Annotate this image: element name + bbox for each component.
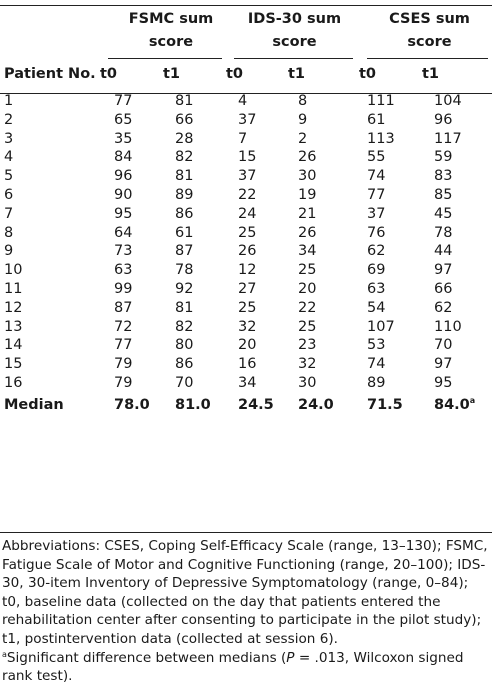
- fsmc-t1-cell: 70: [175, 374, 194, 391]
- group-underline: [234, 58, 353, 59]
- fsmc-t0-cell: 63: [114, 262, 133, 279]
- fsmc-t1-cell: 28: [175, 130, 194, 147]
- cses-t1-cell: 70: [434, 337, 453, 354]
- sub-header-cses-t1: t1: [422, 66, 440, 82]
- group-header-row: [0, 8, 492, 60]
- fsmc-t1-cell: 81: [175, 93, 194, 109]
- fsmc-t0-cell: 77: [114, 93, 133, 109]
- fsmc-t0-cell: 90: [114, 186, 133, 203]
- cses-t0-cell: 63: [367, 280, 386, 297]
- patient-id: 4: [4, 149, 14, 166]
- fsmc-t0-cell: 65: [114, 111, 133, 128]
- table-row: [0, 224, 492, 243]
- cses-t0-cell: 54: [367, 299, 386, 316]
- fsmc-t0-cell: 35: [114, 130, 133, 147]
- fsmc-t1-cell: 89: [175, 186, 194, 203]
- fsmc-t1-cell: 82: [175, 318, 194, 335]
- ids30-t0-cell: 25: [238, 299, 257, 316]
- ids30-t0-cell: 32: [238, 318, 257, 335]
- top-rule: [0, 5, 492, 6]
- ids30-t1-cell: 19: [298, 186, 317, 203]
- patient-id: 3: [4, 130, 14, 147]
- ids30-t0-cell: 7: [238, 130, 248, 147]
- patient-id: 5: [4, 168, 14, 185]
- cses-t0-cell: 111: [367, 93, 395, 109]
- cses-t0-cell: 74: [367, 168, 386, 185]
- ids30-t1-cell: 22: [298, 299, 317, 316]
- ids30-t1-cell: 32: [298, 356, 317, 373]
- fsmc-t1-cell: 80: [175, 337, 194, 354]
- table-row: [0, 111, 492, 130]
- cses-t1-cell: 110: [434, 318, 462, 335]
- patient-id: 1: [4, 93, 14, 109]
- group-header-ids30-line1: IDS-30 sum: [247, 11, 342, 27]
- table-row: [0, 242, 492, 261]
- note-text-after: = .013, Wilcoxon signed rank test).: [2, 649, 464, 685]
- ids30-t1-cell: 30: [298, 168, 317, 185]
- cses-t0-cell: 76: [367, 224, 386, 241]
- cses-t0-cell: 61: [367, 111, 386, 128]
- sub-header-cses-t0: t0: [359, 66, 377, 82]
- abbreviations-note: Abbreviations: CSES, Coping Self-Efficacy Scale (range, 13–130); FSMC, Fatigue Scale of Motor and Cognitive Functioning (range, 20–100); IDS-30, 30-item Inventory of Depressive Symptomatology (range, 0–84); t0, baseline data (collected on the day that patients entered the rehabilitation center after consenting to participate in the pilot study); t1, postintervention data (collected at session 6).: [2, 538, 488, 647]
- patient-id: 13: [4, 318, 23, 335]
- patient-id: 6: [4, 186, 14, 203]
- cses-t0-cell: 74: [367, 356, 386, 373]
- group-header-fsmc-line2: score: [148, 34, 194, 50]
- fsmc-t1-cell: 86: [175, 356, 194, 373]
- cses-t0-cell: 69: [367, 262, 386, 279]
- table-row: [0, 336, 492, 355]
- ids30-t0-cell: 24: [238, 205, 257, 222]
- table-row: [0, 261, 492, 280]
- fsmc-t0-cell: 64: [114, 224, 133, 241]
- note-text-before: Significant difference between medians (: [6, 649, 287, 666]
- fsmc-t1-cell: 87: [175, 243, 194, 260]
- sub-header-fsmc-t0: t0: [100, 66, 118, 82]
- ids30-t1-cell: 21: [298, 205, 317, 222]
- patient-id: 11: [4, 280, 23, 297]
- median-cses-t1: 84.0: [434, 396, 470, 413]
- cses-t0-cell: 55: [367, 149, 386, 166]
- group-header-fsmc: [100, 8, 226, 60]
- corner-cell: [0, 8, 100, 60]
- cses-t1-cell: 85: [434, 186, 453, 203]
- ids30-t1-cell: 2: [298, 130, 308, 147]
- table-row: [0, 374, 492, 393]
- ids30-t0-cell: 12: [238, 262, 257, 279]
- results-table: [0, 8, 492, 417]
- table-row: [0, 299, 492, 318]
- cses-t0-cell: 89: [367, 374, 386, 391]
- ids30-t1-cell: 26: [298, 149, 317, 166]
- table-row: [0, 88, 492, 111]
- patient-id: 16: [4, 374, 23, 391]
- group-header-cses: [359, 8, 492, 60]
- table-row: [0, 130, 492, 149]
- cses-t1-cell: 117: [434, 130, 462, 147]
- cses-t0-cell: 53: [367, 337, 386, 354]
- ids30-t0-cell: 26: [238, 243, 257, 260]
- ids30-t1-cell: 25: [298, 318, 317, 335]
- ids30-t0-cell: 34: [238, 374, 257, 391]
- patient-id: 7: [4, 205, 14, 222]
- fsmc-t0-cell: 99: [114, 280, 133, 297]
- ids30-t1-cell: 20: [298, 280, 317, 297]
- ids30-t0-cell: 16: [238, 356, 257, 373]
- ids30-t1-cell: 30: [298, 374, 317, 391]
- fsmc-t0-cell: 87: [114, 299, 133, 316]
- fsmc-t1-cell: 61: [175, 224, 194, 241]
- cses-t1-cell: 62: [434, 299, 453, 316]
- cses-t1-cell: 104: [434, 93, 462, 109]
- patient-id: 9: [4, 243, 14, 260]
- table-row: [0, 355, 492, 374]
- ids30-t1-cell: 9: [298, 111, 308, 128]
- cses-t1-cell: 83: [434, 168, 453, 185]
- footnote-marker: a: [469, 395, 476, 405]
- fsmc-t0-cell: 96: [114, 168, 133, 185]
- ids30-t0-cell: 27: [238, 280, 257, 297]
- median-ids30-t0: 24.5: [238, 396, 274, 413]
- cses-t1-cell: 66: [434, 280, 453, 297]
- cses-t0-cell: 113: [367, 130, 395, 147]
- cses-t0-cell: 62: [367, 243, 386, 260]
- median-label: Median: [4, 396, 64, 413]
- group-underline: [108, 58, 222, 59]
- group-header-cses-line2: score: [407, 34, 452, 50]
- fsmc-t0-cell: 84: [114, 149, 133, 166]
- fsmc-t1-cell: 81: [175, 168, 194, 185]
- median-cses-t1-cell: [422, 393, 492, 417]
- patient-id: 15: [4, 356, 23, 373]
- fsmc-t1-cell: 78: [175, 262, 194, 279]
- fsmc-t1-cell: 86: [175, 205, 194, 222]
- cses-t1-cell: 45: [434, 205, 453, 222]
- table-notes: [2, 537, 488, 686]
- table-row: [0, 148, 492, 167]
- patient-id: 2: [4, 111, 14, 128]
- ids30-t1-cell: 25: [298, 262, 317, 279]
- group-header-fsmc-line1: FSMC sum: [128, 11, 214, 27]
- bottom-rule: [0, 532, 492, 533]
- group-header-ids30: [226, 8, 359, 60]
- fsmc-t0-cell: 79: [114, 356, 133, 373]
- ids30-t1-cell: 23: [298, 337, 317, 354]
- ids30-t1-cell: 8: [298, 93, 308, 109]
- fsmc-t0-cell: 95: [114, 205, 133, 222]
- significance-note: [2, 649, 488, 686]
- ids30-t0-cell: 4: [238, 93, 248, 109]
- cses-t1-cell: 78: [434, 224, 453, 241]
- patient-id: 10: [4, 262, 23, 279]
- ids30-t1-cell: 26: [298, 224, 317, 241]
- table-row: [0, 205, 492, 224]
- ids30-t1-cell: 34: [298, 243, 317, 260]
- cses-t1-cell: 44: [434, 243, 453, 260]
- p-value-symbol: P: [286, 649, 295, 666]
- sub-header-ids30-t0: t0: [226, 66, 244, 82]
- ids30-t0-cell: 37: [238, 168, 257, 185]
- fsmc-t0-cell: 77: [114, 337, 133, 354]
- fsmc-t1-cell: 66: [175, 111, 194, 128]
- group-underline: [367, 58, 488, 59]
- sub-header-row: [0, 60, 492, 88]
- table-row: [0, 167, 492, 186]
- cses-t1-cell: 59: [434, 149, 453, 166]
- ids30-t0-cell: 25: [238, 224, 257, 241]
- note-marker: a: [2, 649, 7, 659]
- table-row: [0, 186, 492, 205]
- ids30-t0-cell: 15: [238, 149, 257, 166]
- sub-header-fsmc-t1: t1: [163, 66, 181, 82]
- cses-t1-cell: 96: [434, 111, 453, 128]
- fsmc-t1-cell: 82: [175, 149, 194, 166]
- median-cses-t0: 71.5: [367, 396, 403, 413]
- cses-t1-cell: 97: [434, 356, 453, 373]
- fsmc-t1-cell: 92: [175, 280, 194, 297]
- group-header-ids30-line2: score: [272, 34, 317, 50]
- ids30-t0-cell: 22: [238, 186, 257, 203]
- cses-t0-cell: 77: [367, 186, 386, 203]
- fsmc-t1-cell: 81: [175, 299, 194, 316]
- group-header-cses-line1: CSES sum: [389, 11, 470, 27]
- cses-t1-cell: 95: [434, 374, 453, 391]
- cses-t1-cell: 97: [434, 262, 453, 279]
- median-ids30-t1: 24.0: [298, 396, 334, 413]
- table-row: [0, 280, 492, 299]
- patient-id: 12: [4, 299, 23, 316]
- sub-header-ids30-t1: t1: [288, 66, 306, 82]
- fsmc-t0-cell: 79: [114, 374, 133, 391]
- patient-id: 14: [4, 337, 23, 354]
- patient-id: 8: [4, 224, 14, 241]
- median-fsmc-t1: 81.0: [175, 396, 211, 413]
- cses-t0-cell: 107: [367, 318, 395, 335]
- ids30-t0-cell: 20: [238, 337, 257, 354]
- table-row: [0, 318, 492, 337]
- row-label-header: Patient No.: [4, 66, 96, 82]
- ids30-t0-cell: 37: [238, 111, 257, 128]
- fsmc-t0-cell: 73: [114, 243, 133, 260]
- cses-t0-cell: 37: [367, 205, 386, 222]
- fsmc-t0-cell: 72: [114, 318, 133, 335]
- median-fsmc-t0: 78.0: [114, 396, 150, 413]
- median-row: [0, 393, 492, 417]
